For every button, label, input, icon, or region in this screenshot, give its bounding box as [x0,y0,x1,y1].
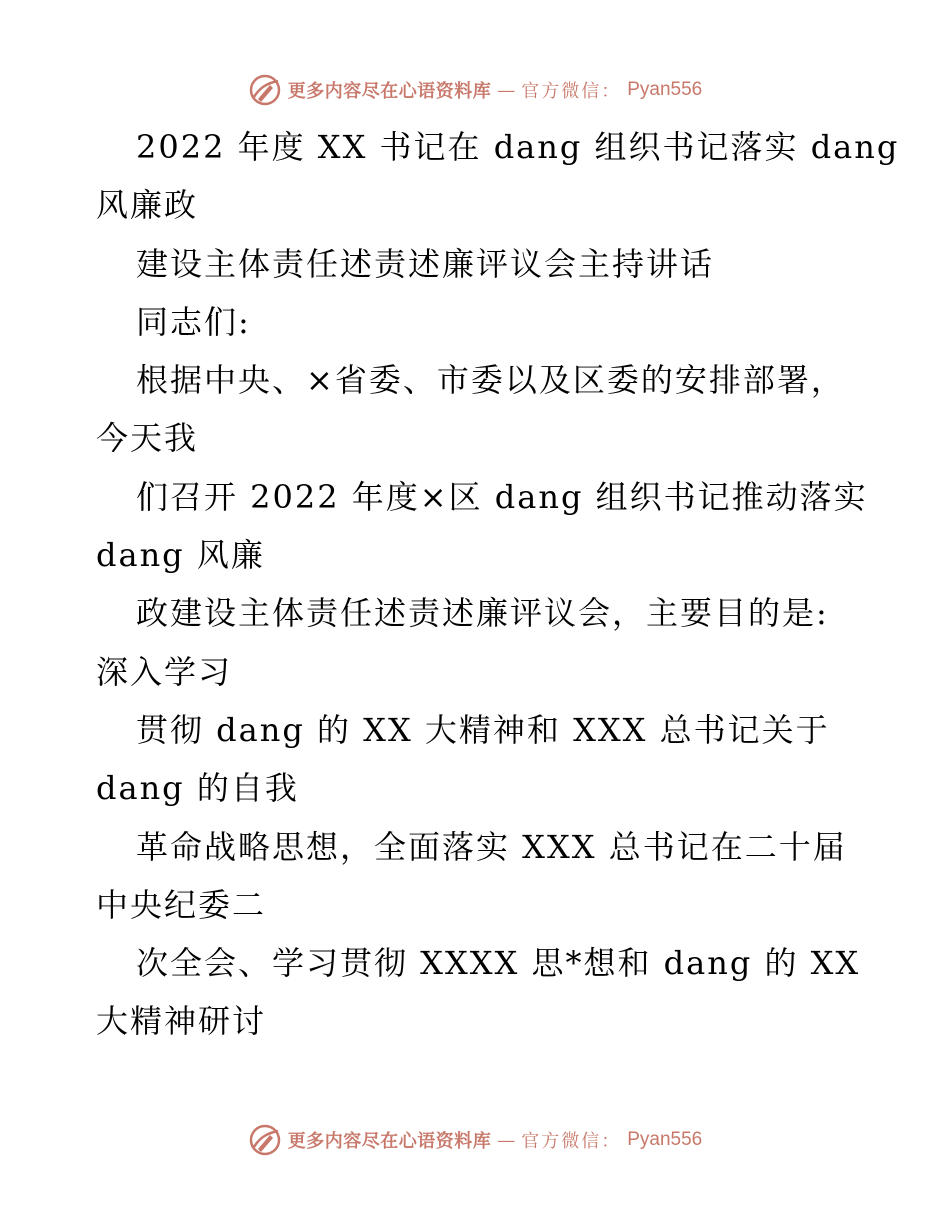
pen-logo-icon [248,73,282,107]
document-body [96,118,900,1051]
document-line: 政建设主体责任述责述廉评议会，主要目的是: [136,594,829,633]
document-line: 同志们: [136,302,251,341]
document-line: 贯彻 dang 的 XX 大精神和 XXX 总书记关于 [136,710,830,749]
document-line: 大精神研讨 [96,1002,267,1041]
document-line: dang 风廉 [96,536,265,575]
watermark-dash: — [497,1129,516,1151]
document-line: dang 的自我 [96,769,299,808]
document-line: 次全会、学习贯彻 XXXX 思*想和 dang 的 XX [136,944,861,983]
watermark-dash: — [497,79,516,101]
watermark-main-text: 更多内容尽在心语资料库 [287,81,492,102]
document-line: 建设主体责任述责述廉评议会主持讲话 [136,244,715,283]
document-line: 2022 年度 XX 书记在 dang 组织书记落实 dang [136,128,900,166]
watermark-content [248,73,703,107]
document-line: 中央纪委二 [96,885,267,924]
watermark-main-text: 更多内容尽在心语资料库 [287,1131,492,1152]
watermark-wechat-id: Pyan556 [627,1129,703,1150]
document-line: 们召开 2022 年度×区 dang 组织书记推动落实 [136,477,868,516]
document-line: 根据中央、×省委、市委以及区委的安排部署， [136,361,845,400]
document-line: 深入学习 [96,652,233,691]
watermark-sub-text: 官方微信： [521,81,622,102]
document-line: 革命战略思想，全面落实 XXX 总书记在二十届 [136,827,847,866]
watermark-sub-text: 官方微信： [521,1131,622,1152]
header-watermark-banner [0,70,950,110]
pen-logo-icon [248,1123,282,1157]
footer-watermark-banner [0,1120,950,1160]
document-line: 风廉政 [96,186,199,225]
watermark-wechat-id: Pyan556 [627,79,703,100]
watermark-content [248,1123,703,1157]
document-line: 今天我 [96,419,199,458]
